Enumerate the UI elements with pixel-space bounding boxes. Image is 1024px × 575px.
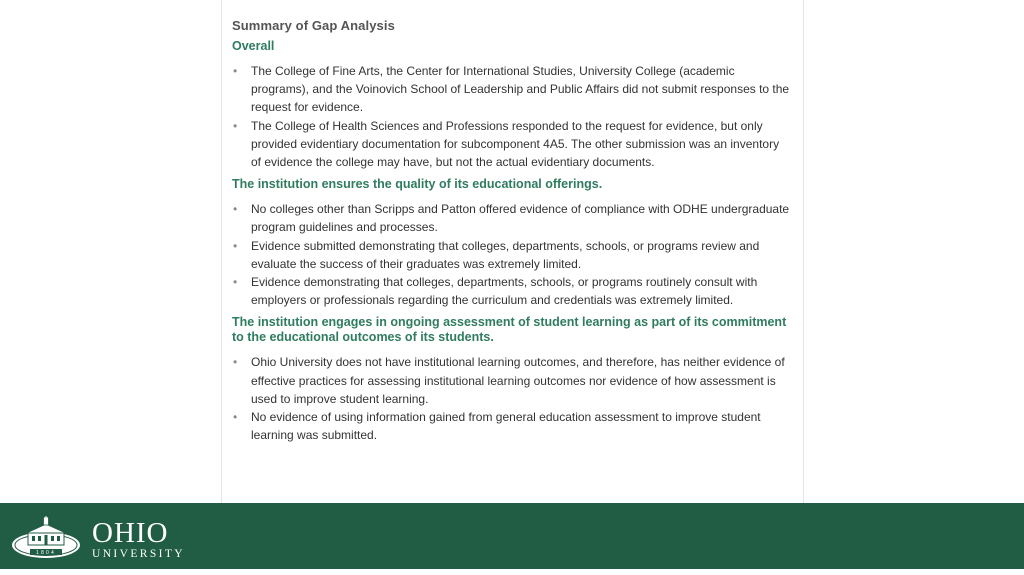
list-item-text: Evidence demonstrating that colleges, departments, schools, or programs routinely consult with employers or professionals regarding the curriculum and credentials was extremely limited. bbox=[251, 275, 758, 308]
section-heading-quality: The institution ensures the quality of its educational offerings. bbox=[232, 177, 603, 192]
bullet-dot-icon: • bbox=[233, 118, 238, 133]
bullet-dot-icon: • bbox=[233, 238, 238, 253]
document-content bbox=[232, 18, 792, 448]
bullet-list-assessment bbox=[232, 353, 792, 444]
bullet-dot-icon: • bbox=[233, 275, 238, 290]
footer-bar bbox=[0, 503, 1024, 569]
section-heading-assessment: The institution engages in ongoing assessment of student learning as part of its commitment to the educational outcomes of its students. bbox=[232, 315, 787, 345]
bottom-margin bbox=[0, 569, 1024, 575]
list-item-text: No evidence of using information gained from general education assessment to improve student learning was submitted. bbox=[251, 410, 761, 443]
bullet-dot-icon: • bbox=[233, 202, 238, 217]
document-title: Summary of Gap Analysis bbox=[232, 18, 395, 33]
list-item-text: The College of Health Sciences and Professions responded to the request for evidence, but only provided evidentiary documentation for subcomponent 4A5. The other submission was an inventory of evidence the college may have, but not the actual evidentiary documents. bbox=[251, 118, 780, 170]
bullet-list-overall bbox=[232, 62, 792, 171]
bullet-dot-icon: • bbox=[233, 355, 238, 370]
list-item-text: The College of Fine Arts, the Center for International Studies, University College (academic programs), and the Voinovich School of Leadership and Public Affairs did not submit responses to the request for evidence. bbox=[251, 64, 790, 115]
bullet-list-quality bbox=[232, 200, 792, 309]
list-item bbox=[232, 237, 792, 273]
wordmark-primary: OHIO bbox=[92, 517, 169, 549]
bullet-dot-icon: • bbox=[233, 64, 238, 78]
list-item bbox=[232, 200, 792, 236]
list-item bbox=[232, 408, 792, 444]
list-item-text: Evidence submitted demonstrating that colleges, departments, schools, or programs review and evaluate the success of their graduates was extremely limited. bbox=[251, 238, 760, 271]
list-item bbox=[232, 273, 792, 309]
ohio-university-seal-icon bbox=[10, 516, 82, 560]
list-item-text: No colleges other than Scripps and Patton offered evidence of compliance with ODHE undergraduate program guidelines and processes. bbox=[251, 202, 790, 235]
ohio-university-wordmark bbox=[92, 519, 185, 560]
document-page bbox=[222, 0, 803, 503]
list-item bbox=[232, 117, 792, 172]
logo-year: 1804 bbox=[36, 550, 56, 556]
bullet-dot-icon: • bbox=[233, 410, 238, 425]
list-item bbox=[232, 353, 792, 408]
section-heading-overall: Overall bbox=[232, 39, 275, 53]
list-item bbox=[232, 62, 792, 117]
wordmark-secondary: UNIVERSITY bbox=[92, 548, 185, 560]
list-item-text: Ohio University does not have institutional learning outcomes, and therefore, has neither evidence of effective practices for assessing institutional learning outcomes nor evidence of how assessment is used to improve student learning. bbox=[251, 355, 785, 406]
